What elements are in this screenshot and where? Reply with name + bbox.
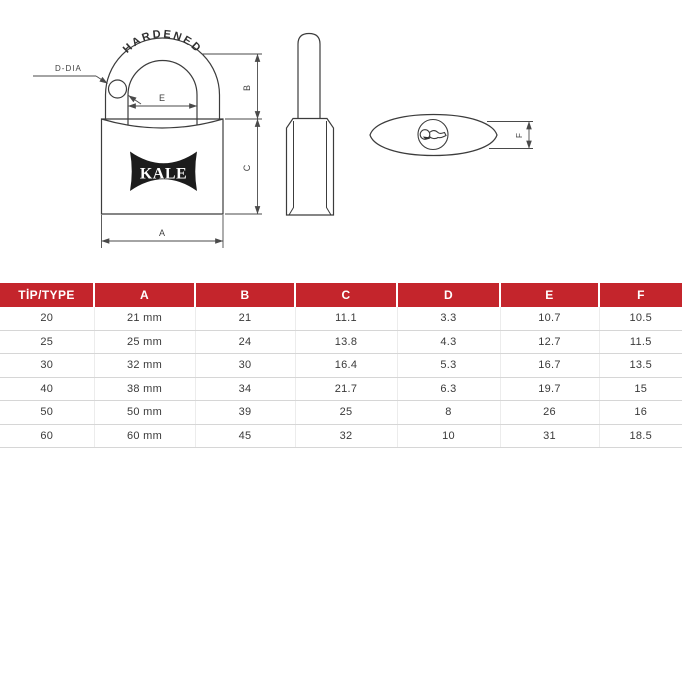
table-cell: 11.1 xyxy=(295,307,397,330)
table-cell: 21 mm xyxy=(94,307,195,330)
table-row xyxy=(0,424,682,448)
table-cell: 45 xyxy=(195,424,295,448)
kale-logo xyxy=(130,152,197,192)
table-cell: 26 xyxy=(500,401,599,425)
table-cell: 21 xyxy=(195,307,295,330)
table-cell: 12.7 xyxy=(500,330,599,354)
d-dia-arrow2 xyxy=(129,96,142,105)
padlock-bottom-view xyxy=(370,115,497,156)
table-cell: 19.7 xyxy=(500,377,599,401)
table-cell: 21.7 xyxy=(295,377,397,401)
side-shackle-bar xyxy=(298,34,320,120)
dim-f-label: F xyxy=(515,132,524,138)
col-header-type: TİP/TYPE xyxy=(0,283,94,307)
dimension-table xyxy=(0,283,682,448)
table-cell: 60 mm xyxy=(94,424,195,448)
table-cell: 60 xyxy=(0,424,94,448)
table-row xyxy=(0,354,682,378)
table-cell: 16.4 xyxy=(295,354,397,378)
table-cell: 30 xyxy=(0,354,94,378)
col-header-d: D xyxy=(397,283,500,307)
table-cell: 34 xyxy=(195,377,295,401)
table-cell: 30 xyxy=(195,354,295,378)
table-row xyxy=(0,377,682,401)
dimension-lines xyxy=(33,54,262,248)
padlock-front-view xyxy=(102,38,224,214)
table-cell: 32 xyxy=(295,424,397,448)
table-row xyxy=(0,401,682,425)
hardened-label: HARDENED xyxy=(120,28,205,56)
table-cell: 24 xyxy=(195,330,295,354)
table-cell: 32 mm xyxy=(94,354,195,378)
d-dia-arrow xyxy=(96,76,108,84)
table-cell: 18.5 xyxy=(599,424,682,448)
table-cell: 15 xyxy=(599,377,682,401)
dim-c-label: C xyxy=(242,164,252,172)
table-cell: 50 xyxy=(0,401,94,425)
table-cell: 10.5 xyxy=(599,307,682,330)
col-header-e: E xyxy=(500,283,599,307)
d-dia-label: D-DIA xyxy=(55,64,82,73)
table-cell: 3.3 xyxy=(397,307,500,330)
technical-diagram xyxy=(0,0,682,272)
table-header-row xyxy=(0,283,682,307)
table-cell: 13.8 xyxy=(295,330,397,354)
table-cell: 20 xyxy=(0,307,94,330)
table-cell: 16 xyxy=(599,401,682,425)
table-cell: 25 mm xyxy=(94,330,195,354)
table-cell: 5.3 xyxy=(397,354,500,378)
col-header-b: B xyxy=(195,283,295,307)
table-cell: 13.5 xyxy=(599,354,682,378)
table-cell: 40 xyxy=(0,377,94,401)
col-header-c: C xyxy=(295,283,397,307)
table-cell: 25 xyxy=(295,401,397,425)
table-cell: 10 xyxy=(397,424,500,448)
dim-b-label: B xyxy=(242,84,252,92)
shackle-inner-arc xyxy=(128,61,197,95)
table-row xyxy=(0,330,682,354)
shackle-diameter-circle xyxy=(109,80,127,98)
table-header xyxy=(0,283,682,307)
table-cell: 8 xyxy=(397,401,500,425)
table-row xyxy=(0,307,682,330)
keyhole-icon xyxy=(418,120,448,150)
padlock-drawing xyxy=(0,0,682,272)
padlock-side-view xyxy=(287,34,334,216)
kale-logo-text: KALE xyxy=(139,165,188,183)
col-header-a: A xyxy=(94,283,195,307)
table-cell: 4.3 xyxy=(397,330,500,354)
dim-e-label: E xyxy=(158,93,166,103)
table-cell: 11.5 xyxy=(599,330,682,354)
spec-table xyxy=(0,283,682,448)
table-cell: 39 xyxy=(195,401,295,425)
table-body xyxy=(0,307,682,448)
dim-a-label: A xyxy=(158,228,166,238)
table-cell: 38 mm xyxy=(94,377,195,401)
table-cell: 10.7 xyxy=(500,307,599,330)
table-cell: 25 xyxy=(0,330,94,354)
table-cell: 6.3 xyxy=(397,377,500,401)
col-header-f: F xyxy=(599,283,682,307)
table-cell: 16.7 xyxy=(500,354,599,378)
table-cell: 50 mm xyxy=(94,401,195,425)
table-cell: 31 xyxy=(500,424,599,448)
body-shoulder-curve xyxy=(102,119,224,128)
